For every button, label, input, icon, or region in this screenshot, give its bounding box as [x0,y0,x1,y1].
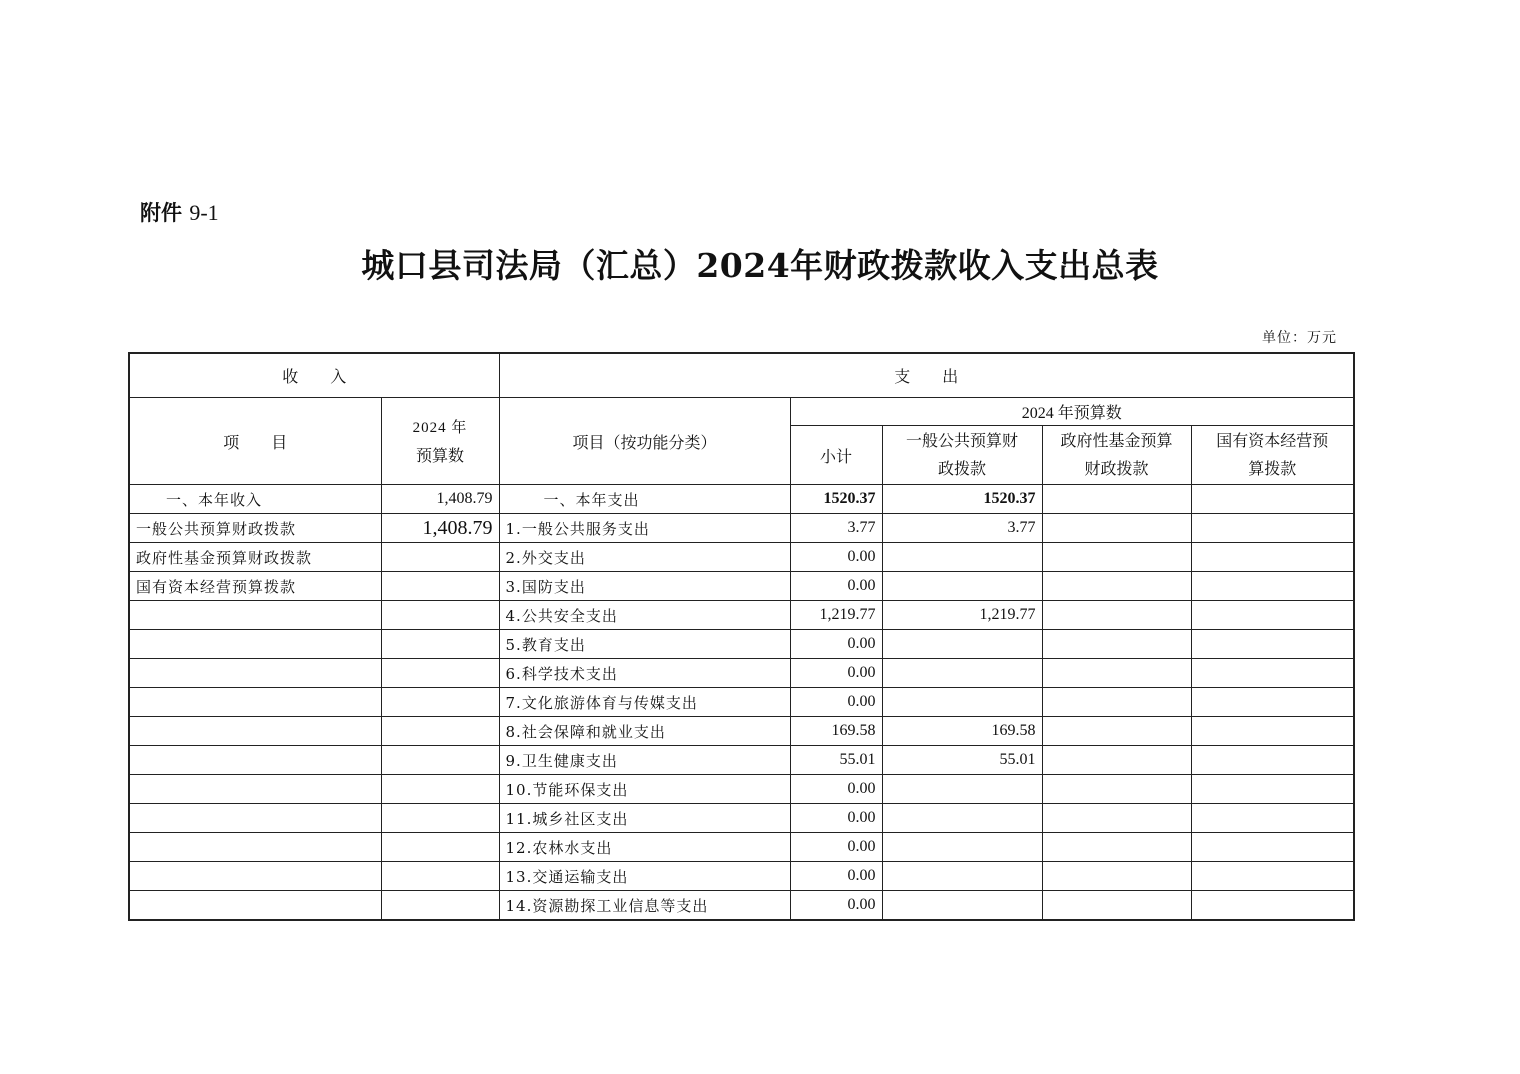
general-cell: 3.77 [882,514,1042,543]
expense-item-cell: 10.节能环保支出 [499,775,790,804]
income-item-cell [129,688,381,717]
budget-header-line1: 2024 年 [412,419,468,436]
subtotal-header: 小计 [790,426,882,485]
subtotal-cell: 0.00 [790,891,882,921]
general-cell [882,804,1042,833]
subtotal-cell: 0.00 [790,688,882,717]
income-item-cell [129,862,381,891]
state-cell [1191,717,1354,746]
fund-cell [1042,601,1191,630]
general-cell: 1520.37 [882,485,1042,514]
income-value-cell [381,804,499,833]
general-cell [882,630,1042,659]
table-row [129,659,1354,688]
income-item-cell [129,833,381,862]
fund-cell [1042,746,1191,775]
expense-item-cell: 一、本年支出 [499,485,790,514]
expense-item-cell: 11.城乡社区支出 [499,804,790,833]
general-cell [882,572,1042,601]
attachment-number: 9-1 [189,200,219,225]
income-value-cell: 1,408.79 [381,485,499,514]
income-value-cell [381,746,499,775]
fund-cell [1042,717,1191,746]
income-header: 收 入 [129,353,499,398]
subtotal-cell: 0.00 [790,862,882,891]
income-item-cell [129,717,381,746]
fund-cell [1042,804,1191,833]
expense-item-cell: 6.科学技术支出 [499,659,790,688]
budget-table [128,352,1355,921]
general-header [882,426,1042,485]
subtotal-cell: 1520.37 [790,485,882,514]
state-cell [1191,746,1354,775]
item-header: 项 目 [129,398,381,485]
general-cell [882,833,1042,862]
expense-item-cell: 14.资源勘探工业信息等支出 [499,891,790,921]
attachment-prefix: 附件 [140,201,182,225]
general-cell: 1,219.77 [882,601,1042,630]
income-value-cell [381,688,499,717]
income-item-cell [129,891,381,921]
state-cell [1191,572,1354,601]
subtotal-cell: 0.00 [790,572,882,601]
general-cell [882,775,1042,804]
state-cell [1191,514,1354,543]
state-cell [1191,862,1354,891]
expense-item-cell: 1.一般公共服务支出 [499,514,790,543]
fund-header-line1: 政府性基金预算 [1060,431,1173,450]
income-value-cell [381,659,499,688]
fund-header [1042,426,1191,485]
income-item-cell [129,804,381,833]
income-item-cell: 国有资本经营预算拨款 [129,572,381,601]
table-row [129,688,1354,717]
fund-cell [1042,630,1191,659]
table-row [129,746,1354,775]
state-header-line1: 国有资本经营预 [1216,431,1329,450]
general-header-line2: 政拨款 [938,459,987,478]
income-item-cell [129,601,381,630]
expense-item-cell: 7.文化旅游体育与传媒支出 [499,688,790,717]
fund-cell [1042,485,1191,514]
table-row [129,891,1354,921]
expense-item-cell: 5.教育支出 [499,630,790,659]
subtotal-cell: 169.58 [790,717,882,746]
expense-item-cell: 12.农林水支出 [499,833,790,862]
fund-cell [1042,775,1191,804]
income-item-cell [129,775,381,804]
budget-header [381,398,499,485]
income-value-cell [381,891,499,921]
subtotal-cell: 1,219.77 [790,601,882,630]
table-row [129,862,1354,891]
expense-item-cell: 9.卫生健康支出 [499,746,790,775]
subtotal-cell: 0.00 [790,630,882,659]
table-row [129,804,1354,833]
subtotal-cell: 0.00 [790,833,882,862]
income-value-cell: 1,408.79 [381,514,499,543]
table-row [129,514,1354,543]
general-cell [882,891,1042,921]
state-header [1191,426,1354,485]
expense-item-cell: 4.公共安全支出 [499,601,790,630]
fund-cell [1042,891,1191,921]
subtotal-cell: 3.77 [790,514,882,543]
general-cell [882,659,1042,688]
expense-item-cell: 2.外交支出 [499,543,790,572]
func-item-header: 项目（按功能分类） [499,398,790,485]
header-row-1 [129,353,1354,398]
state-cell [1191,630,1354,659]
attachment-label [140,197,219,227]
general-header-line1: 一般公共预算财 [906,431,1019,450]
fund-cell [1042,862,1191,891]
income-value-cell [381,833,499,862]
unit-label: 单位：万元 [1262,330,1337,346]
expense-item-cell: 8.社会保障和就业支出 [499,717,790,746]
income-value-cell [381,775,499,804]
table-row [129,630,1354,659]
fund-cell [1042,659,1191,688]
table-row [129,601,1354,630]
general-cell: 55.01 [882,746,1042,775]
state-cell [1191,601,1354,630]
state-cell [1191,804,1354,833]
state-cell [1191,833,1354,862]
state-cell [1191,775,1354,804]
general-cell [882,543,1042,572]
income-item-cell [129,659,381,688]
state-cell [1191,688,1354,717]
page-title: 城口县司法局（汇总）2024年财政拨款收入支出总表 [361,246,1159,285]
fund-cell [1042,543,1191,572]
income-item-cell: 一、本年收入 [129,485,381,514]
budget-header-line2: 预算数 [416,445,465,465]
table-row [129,543,1354,572]
budget-2024-header: 2024 年预算数 [790,398,1354,426]
expense-item-cell: 13.交通运输支出 [499,862,790,891]
header-row-2 [129,398,1354,426]
general-cell [882,862,1042,891]
expense-header: 支 出 [499,353,1354,398]
state-cell [1191,659,1354,688]
subtotal-cell: 0.00 [790,543,882,572]
income-value-cell [381,717,499,746]
income-value-cell [381,601,499,630]
income-value-cell [381,630,499,659]
table-row [129,572,1354,601]
state-header-line2: 算拨款 [1248,459,1297,478]
general-cell [882,688,1042,717]
subtotal-cell: 0.00 [790,775,882,804]
general-cell: 169.58 [882,717,1042,746]
expense-item-cell: 3.国防支出 [499,572,790,601]
state-cell [1191,891,1354,921]
subtotal-cell: 55.01 [790,746,882,775]
income-value-cell [381,572,499,601]
state-cell [1191,485,1354,514]
state-cell [1191,543,1354,572]
fund-cell [1042,688,1191,717]
subtotal-cell: 0.00 [790,804,882,833]
income-item-cell [129,630,381,659]
income-item-cell: 一般公共预算财政拨款 [129,514,381,543]
table-row [129,485,1354,514]
income-item-cell [129,746,381,775]
fund-cell [1042,572,1191,601]
table-row [129,833,1354,862]
subtotal-cell: 0.00 [790,659,882,688]
table-row [129,717,1354,746]
fund-cell [1042,833,1191,862]
table-row [129,775,1354,804]
income-item-cell: 政府性基金预算财政拨款 [129,543,381,572]
fund-cell [1042,514,1191,543]
income-value-cell [381,862,499,891]
income-value-cell [381,543,499,572]
fund-header-line2: 财政拨款 [1084,459,1149,478]
